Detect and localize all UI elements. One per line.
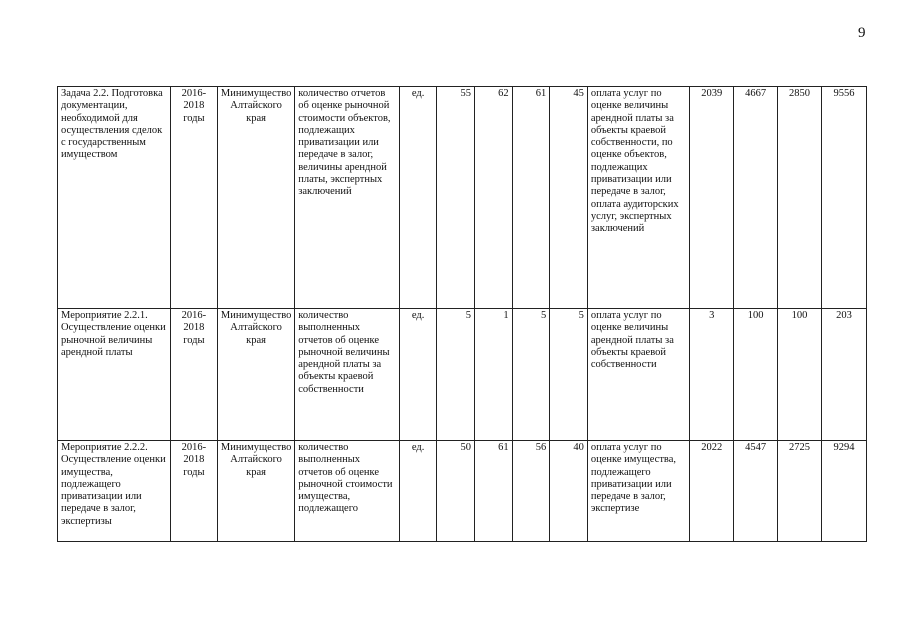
program-table (57, 86, 867, 542)
task-name-cell: Мероприятие 2.2.2. Осуществление оценки имущества, подлежащего приватизации или передаче в залог, экспертизы (58, 441, 171, 542)
expense-cell: оплата услуг по оценке имущества, подлежащего приватизации или передаче в залог, экспертизе (587, 441, 689, 542)
value-cell: 61 (512, 87, 550, 309)
value-cell: 45 (550, 87, 588, 309)
amount-cell: 3 (690, 309, 734, 441)
value-cell: 1 (475, 309, 513, 441)
value-cell: 5 (512, 309, 550, 441)
amount-cell: 100 (778, 309, 822, 441)
page-number: 9 (858, 25, 866, 41)
amount-cell: 4547 (734, 441, 778, 542)
amount-cell: 2725 (778, 441, 822, 542)
unit-cell: ед. (399, 87, 437, 309)
value-cell: 40 (550, 441, 588, 542)
value-cell: 62 (475, 87, 513, 309)
amount-cell: 203 (821, 309, 866, 441)
expense-cell: оплата услуг по оценке величины арендной платы за объекты краевой собственности (587, 309, 689, 441)
table-row (58, 309, 867, 441)
period-cell: 2016-2018 годы (170, 441, 217, 542)
amount-cell: 4667 (734, 87, 778, 309)
indicator-cell: количество выполненных отчетов об оценке рыночной величины арендной платы за объекты краевой собственности (295, 309, 400, 441)
value-cell: 5 (437, 309, 475, 441)
executor-cell: Минимущество Алтайского края (217, 441, 294, 542)
task-name-cell: Мероприятие 2.2.1. Осуществление оценки рыночной величины арендной платы (58, 309, 171, 441)
table-row (58, 441, 867, 542)
unit-cell: ед. (399, 441, 437, 542)
period-cell: 2016-2018 годы (170, 309, 217, 441)
indicator-cell: количество отчетов об оценке рыночной стоимости объектов, подлежащих приватизации или передаче в залог, величины арендной платы, экспертных заключений (295, 87, 400, 309)
expense-cell: оплата услуг по оценке величины арендной платы за объекты краевой собственности, по оценке объектов, подлежащих приватизации или передаче в залог, оплата аудиторских услуг, экспертных заключений (587, 87, 689, 309)
value-cell: 61 (475, 441, 513, 542)
amount-cell: 9556 (821, 87, 866, 309)
executor-cell: Минимущество Алтайского края (217, 309, 294, 441)
amount-cell: 100 (734, 309, 778, 441)
value-cell: 56 (512, 441, 550, 542)
unit-cell: ед. (399, 309, 437, 441)
table-row (58, 87, 867, 309)
amount-cell: 2850 (778, 87, 822, 309)
amount-cell: 2039 (690, 87, 734, 309)
value-cell: 5 (550, 309, 588, 441)
amount-cell: 9294 (821, 441, 866, 542)
indicator-cell: количество выполненных отчетов об оценке рыночной стоимости имущества, подлежащего (295, 441, 400, 542)
period-cell: 2016-2018 годы (170, 87, 217, 309)
value-cell: 55 (437, 87, 475, 309)
executor-cell: Минимущество Алтайского края (217, 87, 294, 309)
task-name-cell: Задача 2.2. Подготовка документации, необходимой для осуществления сделок с государственным имуществом (58, 87, 171, 309)
amount-cell: 2022 (690, 441, 734, 542)
value-cell: 50 (437, 441, 475, 542)
